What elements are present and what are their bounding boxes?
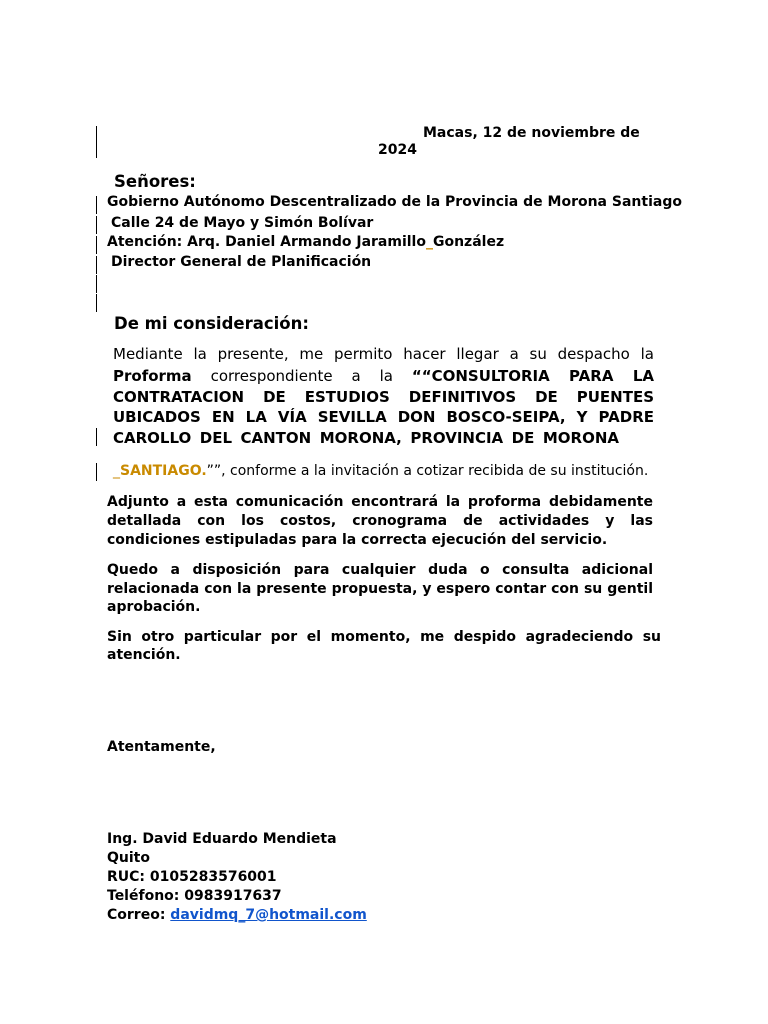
recipient-role: Director General de Planificación: [111, 254, 372, 270]
intro-line-5: CAROLLO DEL CANTON MORONA, PROVINCIA DE MORONA: [113, 429, 619, 447]
highlight-santiago: SANTIAGO.: [120, 463, 207, 479]
margin-bar: [96, 256, 97, 274]
signature-ruc: RUC: 0105283576001: [107, 869, 277, 885]
margin-bar: [96, 126, 97, 158]
highlight-prefix: _: [113, 463, 120, 479]
margin-bar: [96, 428, 97, 446]
intro-line-2: [113, 367, 654, 385]
attention-surname: González: [432, 234, 505, 250]
signature-phone: Teléfono: 0983917637: [107, 888, 282, 904]
attention-name: Arq. Daniel Armando Jaramillo: [187, 234, 426, 250]
paragraph-2-line-3: aprobación.: [107, 599, 201, 615]
paragraph-1-line-3: condiciones estipuladas para la correcta ejecución del servicio.: [107, 532, 608, 548]
recipient-address: Calle 24 de Mayo y Simón Bolívar: [111, 215, 374, 231]
intro-mid: correspondiente a la: [210, 367, 393, 385]
intro-line-6: [113, 463, 648, 479]
margin-bar: [96, 463, 97, 481]
margin-bar: [96, 196, 97, 214]
intro-line-1: Mediante la presente, me permito hacer llegar a su despacho la: [113, 345, 654, 363]
intro-line-3: CONTRATACION DE ESTUDIOS DEFINITIVOS DE PUENTES: [113, 388, 654, 406]
paragraph-2-line-1: Quedo a disposición para cualquier duda o consulta adicional: [107, 562, 653, 578]
paragraph-2-line-2: relacionada con la presente propuesta, y espero contar con su gentil: [107, 581, 653, 597]
signature-name: Ing. David Eduardo Mendieta: [107, 831, 337, 847]
email-label: Correo:: [107, 907, 166, 923]
signature-email-line: [107, 907, 367, 923]
attention-label: Atención:: [107, 234, 183, 250]
recipient-institution: Gobierno Autónomo Descentralizado de la Provincia de Morona Santiago: [107, 194, 682, 210]
attention-separator: _: [425, 234, 433, 250]
paragraph-3-line-2: atención.: [107, 647, 181, 663]
intro-line-6-rest: ””, conforme a la invitación a cotizar recibida de su institución.: [206, 463, 649, 479]
intro-line-4: UBICADOS EN LA VÍA SEVILLA DON BOSCO-SEIPA, Y PADRE: [113, 408, 654, 426]
email-link[interactable]: davidmq_7@hotmail.com: [170, 907, 367, 923]
recipient-attention: [107, 234, 504, 250]
margin-bar: [96, 275, 97, 293]
greeting: De mi consideración:: [114, 314, 309, 333]
signature-city: Quito: [107, 850, 150, 866]
paragraph-1-line-2: detallada con los costos, cronograma de actividades y las: [107, 513, 653, 529]
salutation: Señores:: [114, 172, 196, 191]
consultancy-title-start: ““CONSULTORIA PARA LA: [411, 367, 654, 385]
paragraph-3-line-1: Sin otro particular por el momento, me despido agradeciendo su: [107, 629, 661, 645]
paragraph-1-line-1: Adjunto a esta comunicación encontrará la proforma debidamente: [107, 494, 653, 510]
date-year: 2024: [378, 142, 417, 158]
margin-bar: [96, 294, 97, 312]
date-line: Macas, 12 de noviembre de: [423, 125, 640, 141]
proforma-word: Proforma: [113, 367, 192, 385]
margin-bar: [96, 236, 97, 254]
closing: Atentamente,: [107, 739, 216, 755]
margin-bar: [96, 216, 97, 234]
